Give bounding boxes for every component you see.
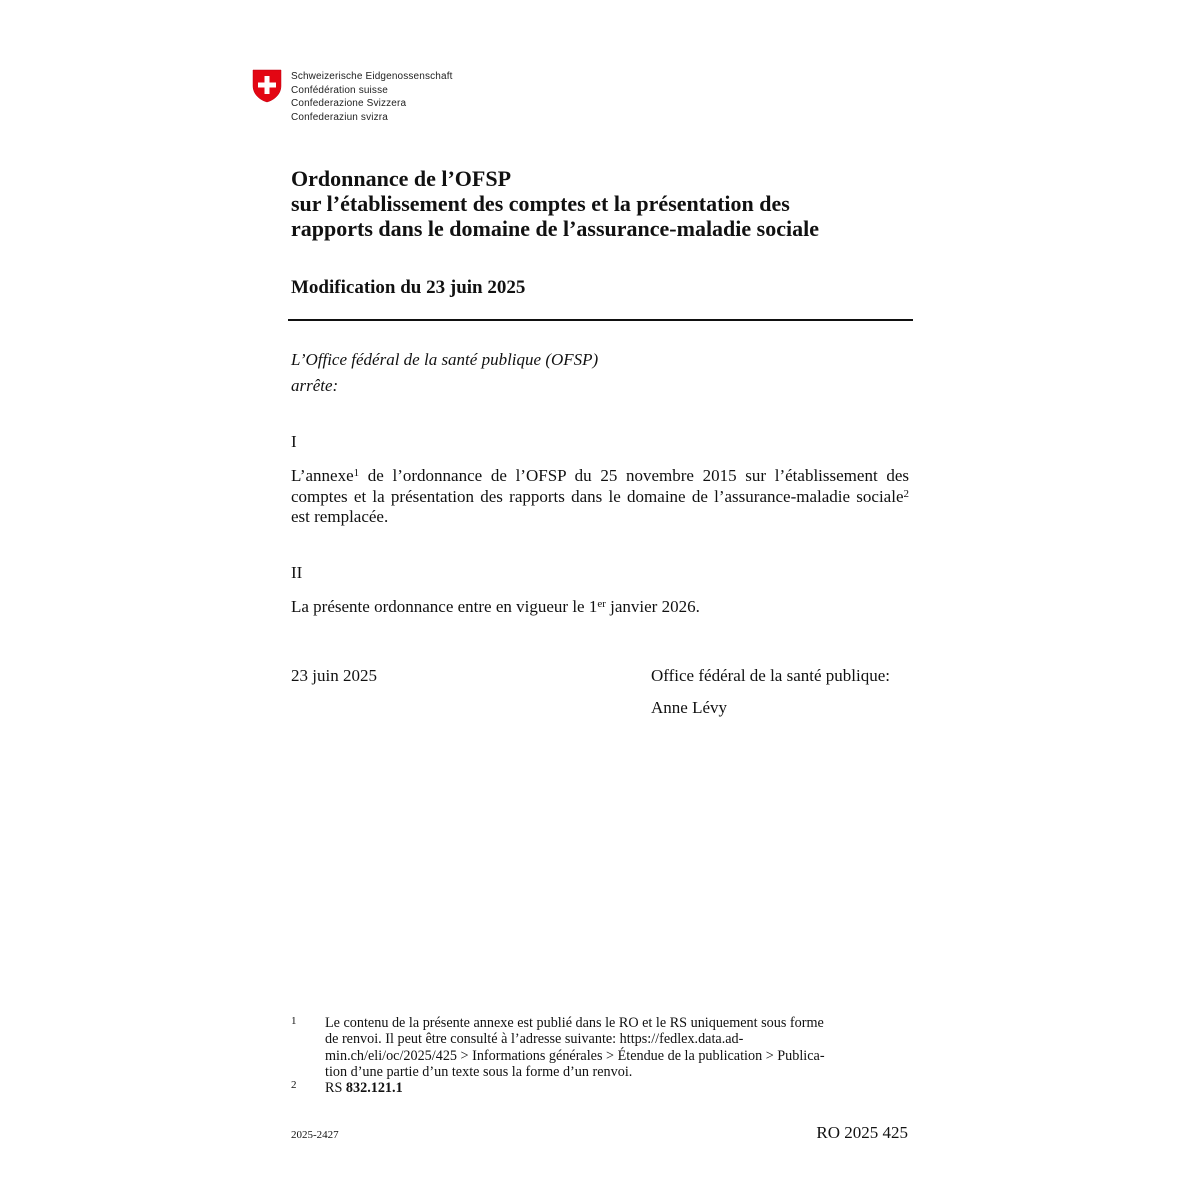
section-1-text: [291, 466, 909, 528]
preamble-decree: arrête:: [291, 376, 339, 395]
section-2-text: [291, 597, 700, 617]
section-2-text-after: janvier 2026.: [605, 597, 700, 616]
title-line-2: sur l’établissement des comptes et la présentation des: [291, 191, 790, 216]
modification-date: Modification du 23 juin 2025: [291, 277, 526, 298]
section-2-text-before: La présente ordonnance entre en vigueur le 1: [291, 597, 598, 616]
ordinal-suffix: er: [597, 598, 606, 610]
confederation-names: [291, 70, 453, 124]
footnote-2-prefix: RS: [325, 1080, 346, 1096]
official-compilation-reference: RO 2025 425: [816, 1123, 908, 1142]
title-line-1: Ordonnance de l’OFSP: [291, 166, 512, 191]
document-number: 2025-2427: [291, 1129, 339, 1141]
footnote-1-line: Le contenu de la présente annexe est publié dans le RO et le RS uniquement sous forme: [325, 1015, 824, 1031]
confederation-name-de: Schweizerische Eidgenossenschaft: [291, 71, 453, 82]
section-1-text-middle: de l’ordonnance de l’OFSP du 25 novembre 2015 sur l’établissement des comptes et la présentation des rapports dans le domaine de l’assurance-maladie sociale: [291, 466, 909, 506]
section-number-1: I: [291, 432, 297, 451]
confederation-name-rm: Confederaziun svizra: [291, 111, 388, 123]
signatory-name: Anne Lévy: [651, 698, 728, 717]
footnote-1-line[interactable]: min.ch/eli/oc/2025/425 > Informations générales > Étendue de la publication > Publica-: [325, 1047, 825, 1064]
footnote-2-reference: 832.121.1: [345, 1080, 403, 1096]
confederation-name-fr: Confédération suisse: [291, 84, 388, 96]
footnote-ref-2[interactable]: 2: [903, 487, 909, 500]
signature-date: 23 juin 2025: [291, 666, 377, 685]
footnote-mark-1: 1: [291, 1015, 297, 1027]
footnote-1-text: [325, 1015, 900, 1081]
footnote-ref-1[interactable]: 1: [353, 467, 360, 479]
footnote-1-line: tion d’une partie d’un texte sous la forme d’un renvoi.: [325, 1064, 633, 1081]
title-line-3: rapports dans le domaine de l’assurance-maladie sociale: [291, 216, 819, 241]
footnote-mark-2: 2: [291, 1079, 297, 1091]
swiss-coat-of-arms-icon: [252, 69, 282, 103]
title-divider: [288, 319, 913, 321]
document-title: [291, 166, 931, 241]
section-1-text-after: est remplacée.: [291, 507, 389, 526]
section-number-2: II: [291, 563, 303, 582]
footnote-1-line[interactable]: de renvoi. Il peut être consulté à l’adresse suivante: https://fedlex.data.ad-: [325, 1031, 744, 1048]
footnote-2-text: [325, 1080, 403, 1097]
crest-cross-horizontal: [258, 83, 276, 88]
section-1-text-before: L’annexe: [291, 466, 354, 485]
confederation-name-it: Confederazione Svizzera: [291, 98, 407, 110]
signature-office: Office fédéral de la santé publique:: [651, 666, 890, 685]
preamble-authority: L’Office fédéral de la santé publique (OFSP): [291, 350, 599, 369]
